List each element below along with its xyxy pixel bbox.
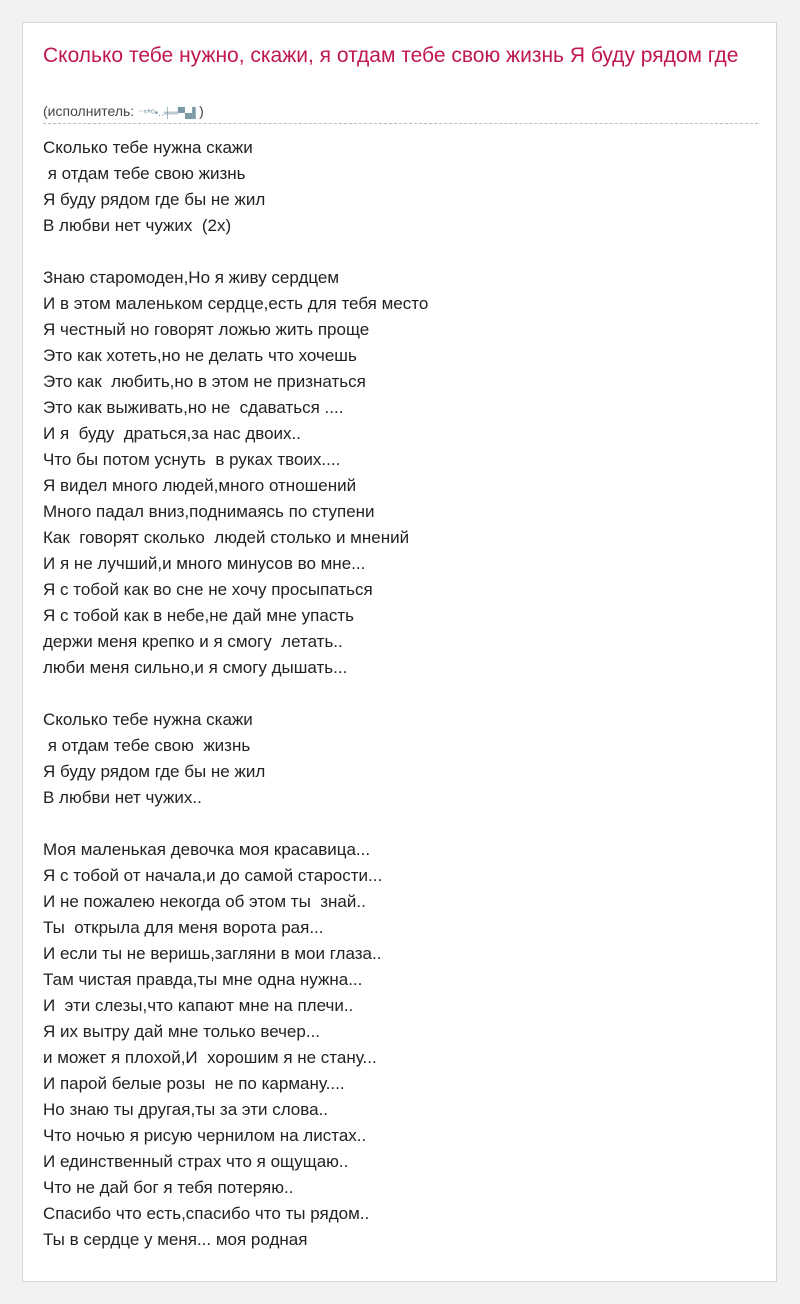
lyric-line: Я буду рядом где бы не жил — [43, 190, 266, 209]
lyric-line: Я честный но говорят ложью жить проще — [43, 320, 370, 339]
lyric-line: И я не лучший,и много минусов во мне... — [43, 554, 366, 573]
lyric-line: Я с тобой как в небе,не дай мне упасть — [43, 606, 354, 625]
lyric-line: И в этом маленьком сердце,есть для тебя место — [43, 294, 429, 313]
artist-line — [43, 102, 204, 123]
lyric-line: Моя маленькая девочка моя красавица... — [43, 840, 371, 859]
lyrics-body — [43, 135, 758, 1279]
lyric-line: Спасибо что есть,спасибо что ты рядом.. — [43, 1204, 370, 1223]
lyric-line: Это как выживать,но не сдаваться .... — [43, 398, 344, 417]
lyric-line: я отдам тебе свою жизнь — [43, 164, 246, 183]
lyric-line: В любви нет чужих (2x) — [43, 216, 232, 235]
lyric-line: И я буду драться,за нас двоих.. — [43, 424, 301, 443]
lyric-line: люби меня сильно,и я смогу дышать... — [43, 658, 348, 677]
lyric-line: И парой белые розы не по карману.... — [43, 1074, 345, 1093]
lyric-line: Ты открыла для меня ворота рая... — [43, 918, 324, 937]
lyric-line: И единственный страх что я ощущаю.. — [43, 1152, 349, 1171]
stanza-1 — [43, 135, 758, 239]
lyrics-card — [22, 22, 777, 1282]
lyric-line: Много падал вниз,поднимаясь по ступени — [43, 502, 375, 521]
lyric-line: Сколько тебе нужна скажи — [43, 138, 253, 157]
lyric-line: Что не дай бог я тебя потеряю.. — [43, 1178, 294, 1197]
artist-name[interactable]: ⁻ⁿ*ᵒ•..╪═▀▄▌ — [138, 108, 200, 119]
lyric-line: И эти слезы,что капают мне на плечи.. — [43, 996, 354, 1015]
lyric-line: Но знаю ты другая,ты за эти слова.. — [43, 1100, 328, 1119]
lyric-line: Ты в сердце у меня... моя родная — [43, 1230, 308, 1249]
lyric-line: Как говорят сколько людей столько и мнений — [43, 528, 410, 547]
lyric-line: держи меня крепко и я смогу летать.. — [43, 632, 343, 651]
lyric-line: Там чистая правда,ты мне одна нужна... — [43, 970, 363, 989]
lyric-line: И не пожалею некогда об этом ты знай.. — [43, 892, 366, 911]
lyric-line: Что бы потом уснуть в руках твоих.... — [43, 450, 341, 469]
lyric-line: и может я плохой,И хорошим я не стану... — [43, 1048, 377, 1067]
lyric-line: Знаю старомоден,Но я живу сердцем — [43, 268, 340, 287]
artist-label: (исполнитель: — [43, 103, 139, 119]
lyric-line: Я их вытру дай мне только вечер... — [43, 1022, 321, 1041]
lyric-line: Это как любить,но в этом не признаться — [43, 372, 366, 391]
lyric-line: И если ты не веришь,загляни в мои глаза.. — [43, 944, 382, 963]
lyric-line: Я видел много людей,много отношений — [43, 476, 357, 495]
lyric-line: Я буду рядом где бы не жил — [43, 762, 266, 781]
lyric-line: Я с тобой как во сне не хочу просыпаться — [43, 580, 373, 599]
lyric-line: Я с тобой от начала,и до самой старости... — [43, 866, 383, 885]
artist-close: ) — [199, 103, 204, 119]
lyric-line: Это как хотеть,но не делать что хочешь — [43, 346, 357, 365]
stanza-4 — [43, 837, 758, 1253]
lyric-line: В любви нет чужих.. — [43, 788, 202, 807]
lyric-line: Сколько тебе нужна скажи — [43, 710, 253, 729]
song-title: Сколько тебе нужно, скажи, я отдам тебе свою жизнь Я буду рядом где — [43, 44, 739, 67]
lyric-line: я отдам тебе свою жизнь — [43, 736, 251, 755]
lyric-line: Что ночью я рисую чернилом на листах.. — [43, 1126, 367, 1145]
stanza-2 — [43, 265, 758, 681]
title-divider — [43, 123, 758, 124]
stanza-3 — [43, 707, 758, 811]
